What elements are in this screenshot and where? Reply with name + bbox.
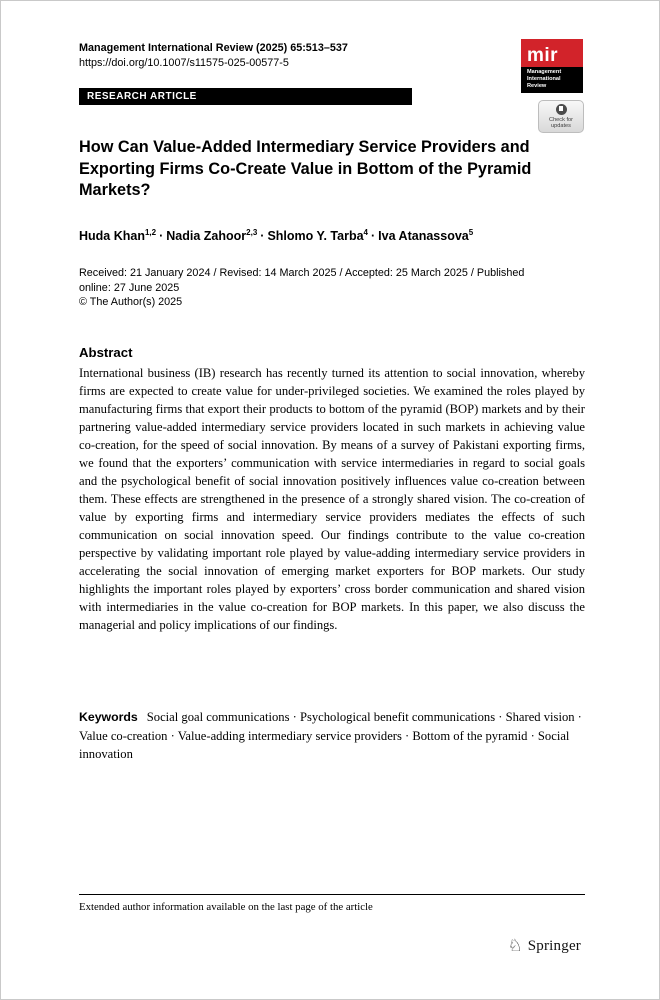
author-separator: · [260,229,265,244]
author-affiliation-sup: 2,3 [246,228,258,237]
springer-wordmark: Springer [527,938,581,954]
author-list [79,228,589,243]
abstract-heading: Abstract [79,345,133,360]
mir-caption-line2: International Review [527,76,561,89]
check-updates-line1: Check for [549,116,573,123]
check-updates-line2: updates [551,123,571,129]
journal-header [79,41,348,71]
mir-wordmark: mir [527,45,559,66]
author-name: Iva Atanassova [378,229,469,244]
keywords-text: Social goal communications · Psychological benefit communications · Shared vision · Value co-creation · Value-adding intermediary service providers · Bottom of the pyramid · Social innovation [79,710,582,761]
doi-link[interactable]: https://doi.org/10.1007/s11575-025-00577-5 [79,57,289,69]
copyright-line: © The Author(s) 2025 [79,296,183,308]
article-title: How Can Value-Added Intermediary Service Providers and Exporting Firms Co-Create Value in Bottom of the Pyramid Markets? [79,138,532,199]
author-separator: · [371,229,376,244]
crossmark-icon [556,104,567,115]
mir-caption-line1: Management [527,69,562,75]
author-separator: · [159,229,164,244]
author-affiliation-sup: 4 [363,228,368,237]
springer-logo [507,938,581,955]
check-for-updates-button[interactable] [538,100,584,133]
abstract-text: International business (IB) research has recently turned its attention to social innovation, whereby firms are expected to create value for under-privileged societies. We examined the roles played by manufacturing firms that export their products to bottom of the pyramid (BOP) markets and by their partnering value-added intermediary service providers located in such markets in achieving value co-creation, for the speed of social innovation. By means of a survey of Pakistani exporting firms, we found that the exporters’ communication with service intermediaries in regard to social goals and the psychological benefit of social innovation positively influences value co-creation between them. These effects are strengthened in the presence of a strongly shared vision. The co-creation of value by exporting firms and intermediary service providers mediates the effects of such communication on social innovation speed. Our findings contribute to the value co-creation perspective by validating important role played by value-adding intermediary service providers in accelerating the social innovation of emerging market exporters for BOP markets. Our study highlights the important roles played by exporters’ cross border communication and shared vision with intermediaries in the value co-creation for BOP markets. In this paper, we also discuss the managerial and policy implications of our findings. [79,366,585,632]
received-revised-accepted-line: Received: 21 January 2024 / Revised: 14 March 2025 / Accepted: 25 March 2025 / Published online: 27 June 2025 [79,267,525,294]
springer-knight-icon: ♘ [507,936,523,956]
article-history [79,266,529,310]
author-affiliation-sup: 5 [468,228,474,237]
author-information-footnote: Extended author information available on the last page of the article [79,894,585,913]
author-name: Nadia Zahoor [166,229,247,244]
keywords-section [79,708,585,764]
mir-logo-red-block [521,39,583,67]
article-type-banner: RESEARCH ARTICLE [79,88,412,105]
check-updates-label [549,117,573,129]
mir-journal-logo [521,39,583,93]
author-name: Huda Khan [79,229,145,244]
journal-citation: Management International Review (2025) 65:513–537 [79,42,348,54]
keywords-label: Keywords [79,710,138,724]
author-affiliation-sup: 1,2 [144,228,157,237]
mir-logo-caption [521,67,583,93]
author-name: Shlomo Y. Tarba [267,229,364,244]
